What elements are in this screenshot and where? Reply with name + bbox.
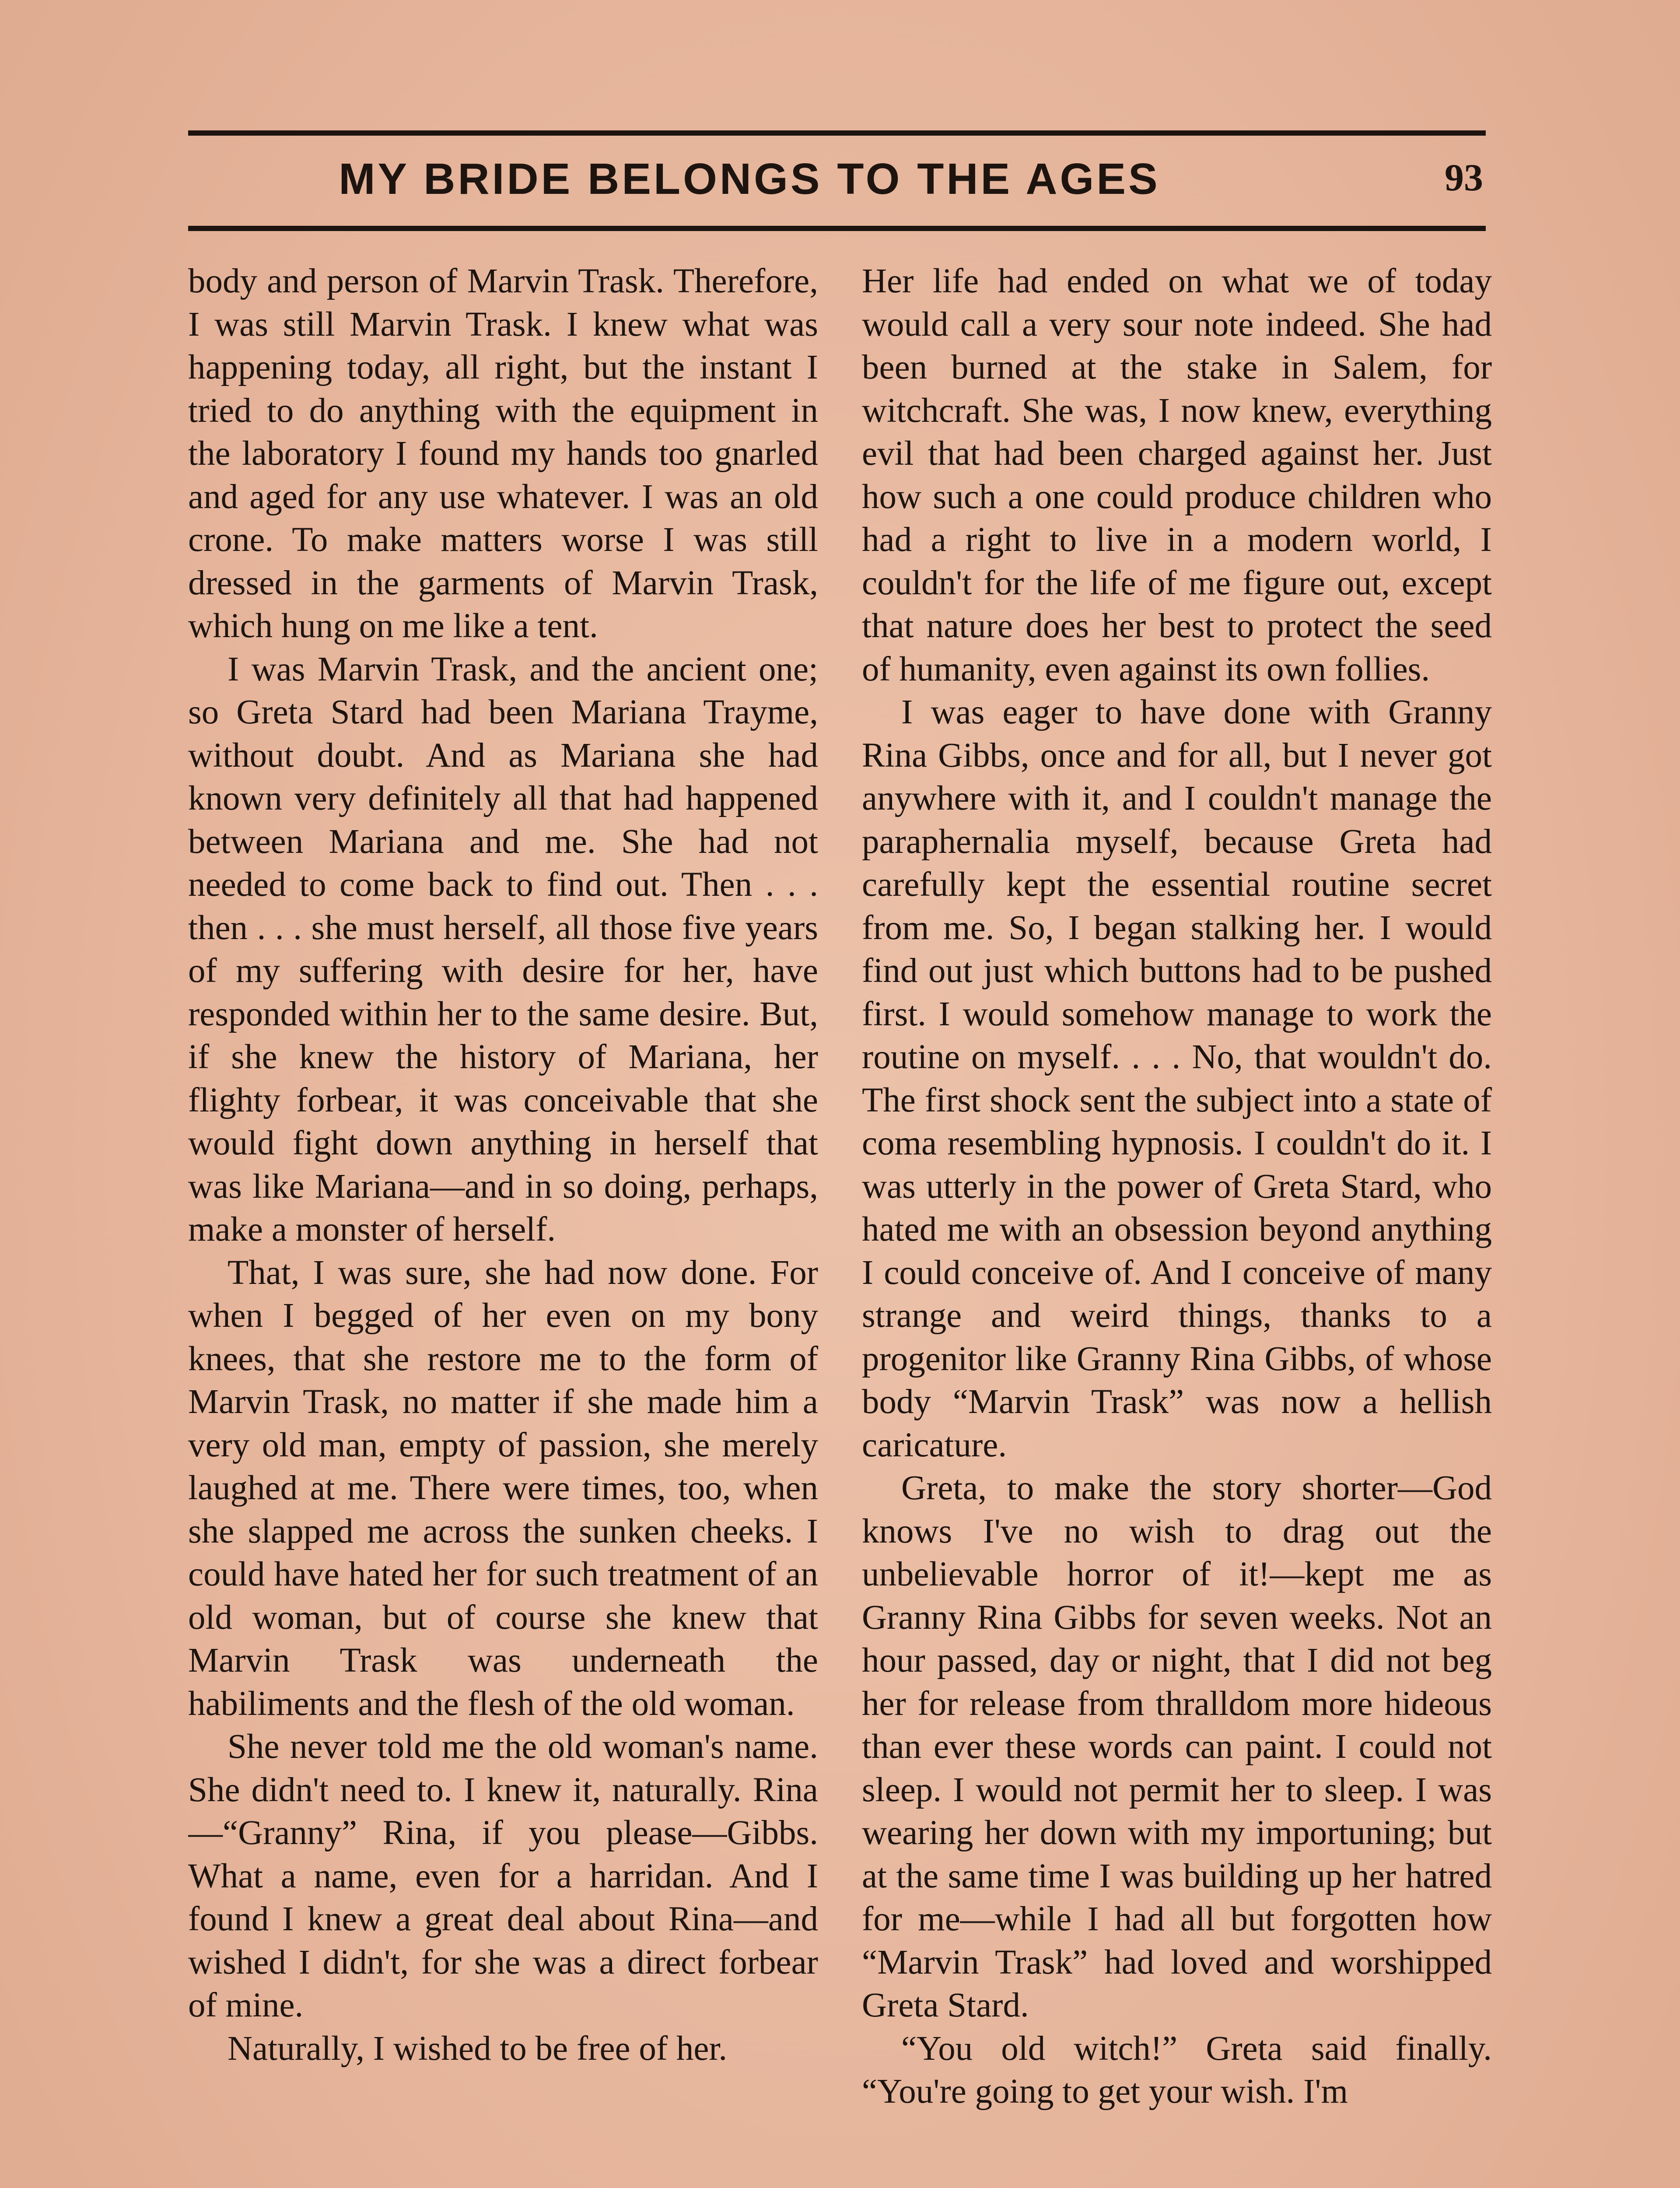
right-column [862,260,1492,2188]
running-header [188,130,1486,231]
paragraph: Naturally, I wished to be free of her. [228,2029,728,2068]
paragraph: body and person of Marvin Trask. Therefore, I was still Marvin Trask. I knew what was happening today, all right, but the instant I tried to do anything with the equipment in the laboratory I found my hands too gnarled and aged for any use whatever. I was an old crone. To make matters worse I was still dressed in the garments of Marvin Trask, which hung on me like a tent. [188,262,818,645]
paragraph: Her life had ended on what we of today would call a very sour note indeed. She had been burned at the stake in Salem, for witchcraft. She was, I now knew, everything evil that had been charged against her. Just how such a one could produce children who had a right to live in a modern world, I couldn't for the life of me figure out, except that nature does her best to protect the seed of humanity, even against its own follies. [862,262,1492,688]
page-number: 93 [1445,157,1483,199]
left-column [188,260,818,2188]
paragraph: Greta, to make the story shorter—God knows I've no wish to drag out the unbelievable horror of it!—kept me as Granny Rina Gibbs for seven weeks. Not an hour passed, day or night, that I did not beg her for release from thralldom more hideous than ever these words can paint. I could not sleep. I would not permit her to sleep. I was wearing her down with my importuning; but at the same time I was building up her hatred for me—while I had all but forgotten how “Marvin Trask” had loved and worshipped Greta Stard. [862,1469,1492,2024]
paragraph: That, I was sure, she had now done. For when I begged of her even on my bony knees, that she restore me to the form of Marvin Trask, no matter if she made him a very old man, empty of passion, she merely laughed at me. There were times, too, when she slapped me across the sunken cheeks. I could have hated her for such treatment of an old woman, but of course she knew that Marvin Trask was underneath the habiliments and the flesh of the old woman. [188,1253,818,1723]
paragraph: I was Marvin Trask, and the ancient one; so Greta Stard had been Mariana Trayme, without doubt. And as Mariana she had known very definitely all that had happened between Mariana and me. She had not needed to come back to find out. Then . . . then . . . she must herself, all those five years of my suffering with desire for her, have responded within her to the same desire. But, if she knew the history of Mariana, her flighty forbear, it was conceivable that she would fight down anything in herself that was like Mariana—and in so doing, perhaps, make a monster of herself. [188,650,818,1248]
paragraph: “You old witch!” Greta said finally. “You're going to get your wish. I'm [862,2029,1492,2111]
running-title: MY BRIDE BELONGS TO THE AGES [339,154,1160,203]
paragraph: She never told me the old woman's name. She didn't need to. I knew it, naturally. Rina—“Granny” Rina, if you please—Gibbs. What a name, even for a harridan. And I found I knew a great deal about Rina—and wished I didn't, for she was a direct forbear of mine. [188,1728,818,2024]
paragraph: I was eager to have done with Granny Rina Gibbs, once and for all, but I never got anywhere with it, and I couldn't manage the paraphernalia myself, because Greta had carefully kept the essential routine secret from me. So, I began stalking her. I would find out just which buttons had to be pushed first. I would somehow manage to work the routine on myself. . . . No, that wouldn't do. The first shock sent the subject into a state of coma resembling hypnosis. I couldn't do it. I was utterly in the power of Greta Stard, who hated me with an obsession beyond anything I could conceive of. And I conceive of many strange and weird things, thanks to a progenitor like Granny Rina Gibbs, of whose body “Marvin Trask” was now a hellish caricature. [862,693,1492,1464]
